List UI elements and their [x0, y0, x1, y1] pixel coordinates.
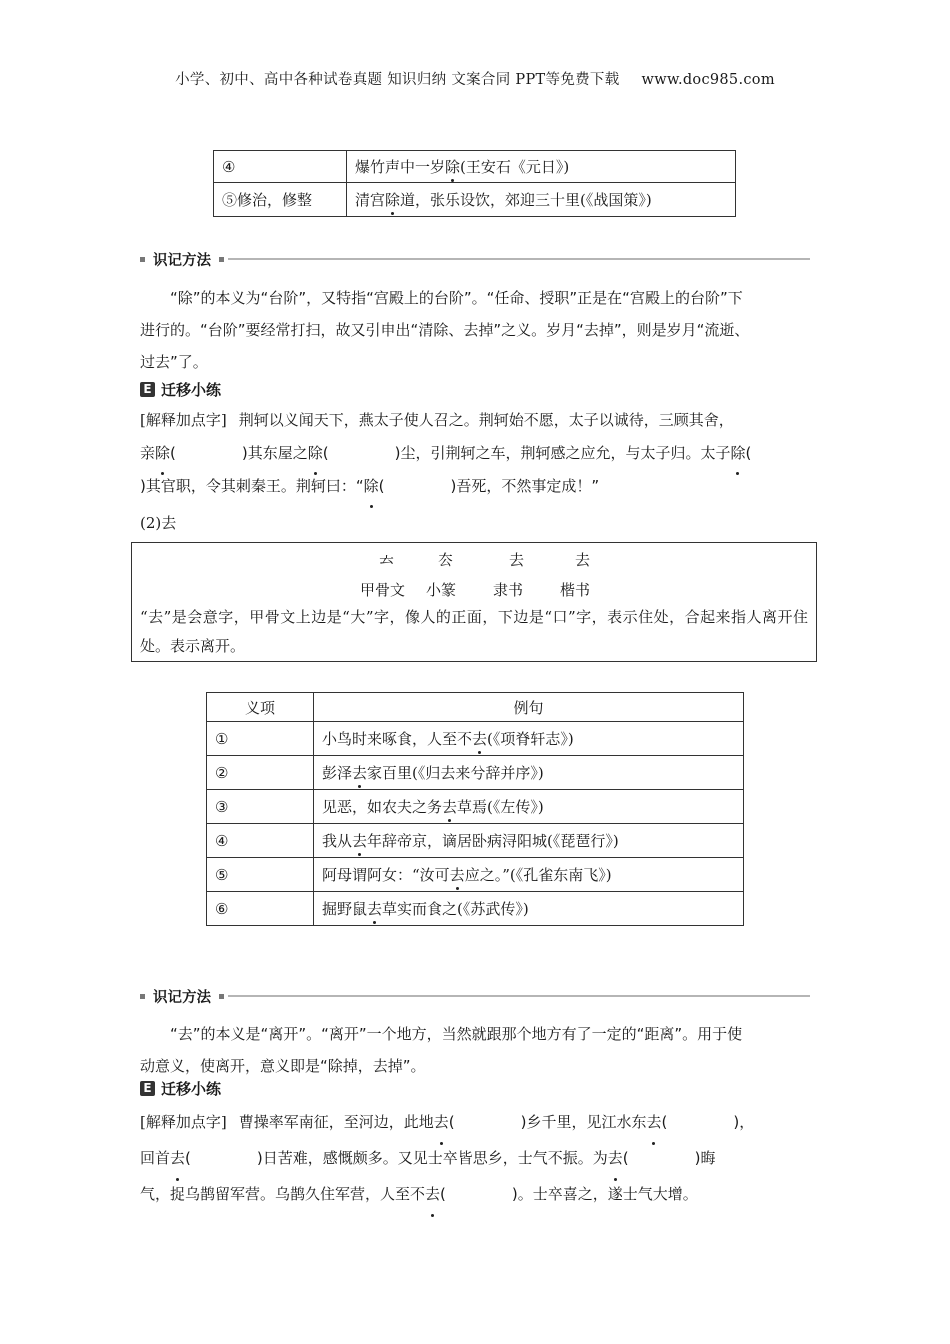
header-site: www.doc985.com: [641, 72, 775, 88]
method-title: 识记方法: [153, 989, 211, 1006]
square-icon: [219, 994, 224, 999]
seal-glyph: 厺: [438, 551, 454, 569]
regular-glyph: 去: [575, 551, 591, 569]
table-row: ⑤ 阿母谓阿女：“汝可去应之。”(《孔雀东南飞》): [207, 858, 744, 892]
practice-heading: [140, 1078, 221, 1098]
divider: [228, 995, 810, 997]
method-heading: [140, 249, 810, 269]
square-icon: [140, 994, 145, 999]
example-cell: 清宫除道，张乐设饮，郊迎三十里(《战国策》): [347, 183, 736, 217]
practice-badge-icon: E: [140, 382, 155, 397]
square-icon: [219, 257, 224, 262]
square-icon: [140, 257, 145, 262]
origin-explanation: “去”是会意字，甲骨文上边是“大”字，像人的正面，下边是“口”字，表示住处，合起来指人离开住处。表示离开。: [140, 608, 808, 655]
table-row: ① 小鸟时来啄食，人至不去(《项脊轩志》): [207, 722, 744, 756]
glyph-labels: 甲骨文 小篆 隶书 楷书: [360, 581, 591, 599]
chu-meaning-table: [213, 150, 736, 217]
example-cell: 爆竹声中一岁除(王安石《元日》): [347, 151, 736, 183]
practice-exercise: [解释加点字] 荆轲以义闻天下，燕太子使人召之。荆轲始不愿，太子以诚待，三顾其舍， 亲除( )其东屋之除( )尘，引荆轲之车，荆轲感之应允，与太子归。太子除( )其官职，令其刺秦王。荆轲曰：“除( )吾死，不然事定成！”: [140, 404, 812, 503]
method-paragraph: “除”的本义为“台阶”，又特指“宫殿上的台阶”。“任命、授职”正是在“宫殿上的台阶”下 进行的。“台阶”要经常打扫，故又引申出“清除、去掉”之义。岁月“去掉”，则是岁月“流逝、 过去”了。: [140, 289, 750, 371]
practice-exercise: [解释加点字] 曹操率军南征，至河边，此地去( )乡千里，见江水东去( )， 回首去( )日苦难，感慨颇多。又见士卒皆思乡，士气不振。为去( )晦 气，捉乌鹊留军营。乌鹊久住军营，人至不去( )。士卒喜之，遂士气大增。: [140, 1104, 812, 1212]
table-row: ④ 我从去年辞帝京，谪居卧病浔阳城(《琵琶行》): [207, 824, 744, 858]
method-title: 识记方法: [153, 252, 211, 269]
clerical-glyph: 去: [509, 551, 525, 569]
character-origin-box: [131, 542, 817, 662]
table-row: [214, 151, 736, 183]
table-row: ② 彭泽去家百里(《归去来兮辞并序》): [207, 756, 744, 790]
table-row: ⑥ 掘野鼠去草实而食之(《苏武传》): [207, 892, 744, 926]
table-row: ③ 见恶，如农夫之务去草焉(《左传》): [207, 790, 744, 824]
oracle-glyph: 𠫓: [379, 551, 395, 569]
method-paragraph: “去”的本义是“离开”。“离开”一个地方，当然就跟那个地方有了一定的“距离”。用于使 动意义，使离开，意义即是“除掉，去掉”。: [140, 1025, 743, 1075]
section-subhead: (2)去: [140, 514, 177, 532]
page-header: [0, 68, 950, 89]
practice-heading: [140, 379, 221, 399]
method-heading: [140, 986, 810, 1006]
practice-badge-icon: E: [140, 1081, 155, 1096]
sense-cell: ⑤修治，修整: [214, 183, 347, 217]
header-text: 小学、初中、高中各种试卷真题 知识归纳 文案合同 PPT等免费下载: [175, 72, 620, 88]
qu-meaning-table: [206, 692, 744, 926]
practice-title: 迁移小练: [161, 380, 222, 399]
sense-cell: ④: [214, 151, 347, 183]
practice-title: 迁移小练: [161, 1079, 222, 1098]
glyph-row: [132, 549, 816, 577]
table-row: [214, 183, 736, 217]
table-header-row: 义项 例句: [207, 693, 744, 722]
divider: [228, 258, 810, 260]
